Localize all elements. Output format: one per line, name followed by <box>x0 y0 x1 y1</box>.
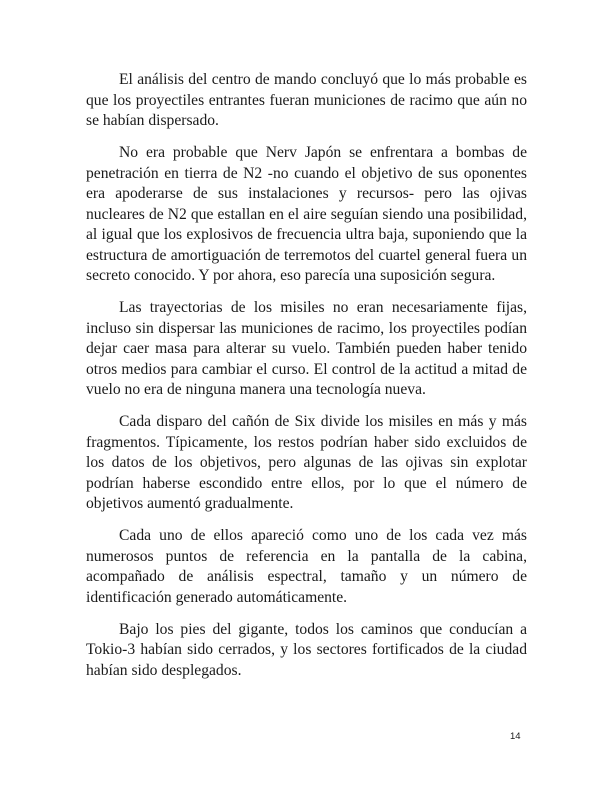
paragraph-1: El análisis del centro de mando concluyó que lo más probable es que los proyectiles entrantes fueran municiones de racimo que aún no se habían dispersado. <box>86 71 527 129</box>
paragraph-2: No era probable que Nerv Japón se enfrentara a bombas de penetración en tierra de N2 -no cuando el objetivo de sus oponentes era apoderarse de sus instalaciones y recursos- pero las ojivas nucleares de N2 que estallan en el aire seguían siendo una posibilidad, al igual que los explosivos de frecuencia ultra baja, suponiendo que la estructura de amortiguación de terremotos del cuartel general fuera un secreto conocido. Y por ahora, eso parecía una suposición segura. <box>86 144 527 284</box>
paragraph-3: Las trayectorias de los misiles no eran necesariamente fijas, incluso sin dispersar las municiones de racimo, los proyectiles podían dejar caer masa para alterar su vuelo. También pueden haber tenido otros medios para cambiar el curso. El control de la actitud a mitad de vuelo no era de ninguna manera una tecnología nueva. <box>86 299 527 398</box>
body-text <box>86 70 527 693</box>
page-number: 14 <box>510 731 521 742</box>
paragraph-5: Cada uno de ellos apareció como uno de los cada vez más numerosos puntos de referencia en la pantalla de la cabina, acompañado de análisis espectral, tamaño y un número de identificación generado automáticamente. <box>86 527 527 606</box>
paragraph-6: Bajo los pies del gigante, todos los caminos que conducían a Tokio-3 habían sido cerrados, y los sectores fortificados de la ciudad habían sido desplegados. <box>86 620 527 679</box>
paragraph-4: Cada disparo del cañón de Six divide los misiles en más y más fragmentos. Típicamente, los restos podrían haber sido excluidos de los datos de los objetivos, pero algunas de las ojivas sin explotar podrían haberse escondido entre ellos, por lo que el número de objetivos aumentó gradualmente. <box>86 413 527 512</box>
